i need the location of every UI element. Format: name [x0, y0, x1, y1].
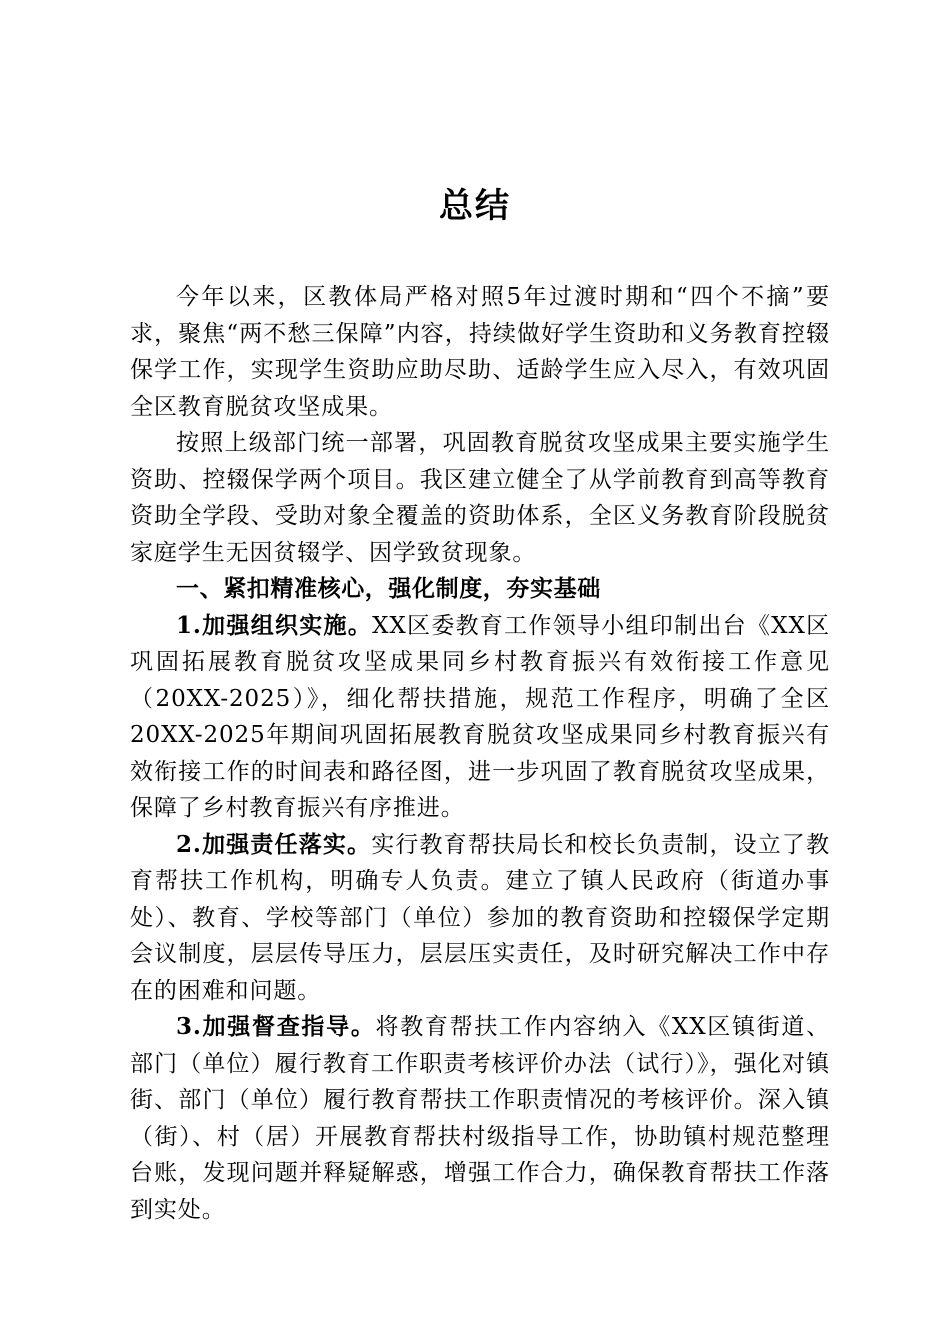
paragraph-lead: 3.加强督查指导。: [176, 1013, 376, 1040]
document-title: 总结: [439, 186, 511, 226]
section-heading-1: 一、紧扣精准核心，强化制度，夯实基础: [176, 576, 601, 602]
paragraph-deployment: 按照上级部门统一部署，巩固教育脱贫攻坚成果主要实施学生资助、控辍保学两个项目。我区建立健全了从学前教育到高等教育资助全学段、受助对象全覆盖的资助体系，全区义务教育阶段脱贫家庭学生无因贫辍学、因学致贫现象。: [130, 430, 830, 566]
paragraph-lead: 2.加强责任落实。: [176, 830, 372, 858]
paragraph-organization: [130, 608, 830, 827]
paragraph-lead: 1.加强组织实施。: [176, 611, 373, 639]
document-body: [130, 279, 830, 1228]
paragraph-text: 实行教育帮扶局长和校长负责制，设立了教育帮扶工作机构，明确专人负责。建立了镇人民政府（街道办事处）、教育、学校等部门（单位）参加的教育资助和控辍保学定期会议制度，层层传导压力，层层压实责任，及时研究解决工作中存在的困难和问题。: [130, 831, 830, 1004]
paragraph-supervision: [130, 1009, 830, 1228]
paragraph-text: 将教育帮扶工作内容纳入《XX区镇街道、部门（单位）履行教育工作职责考核评价办法（试行）》，强化对镇街、部门（单位）履行教育帮扶工作职责情况的考核评价。深入镇（街）、村（居）开展教育帮扶村级指导工作，协助镇村规范整理台账，发现问题并释疑解惑，增强工作合力，确保教育帮扶工作落到实处。: [130, 1014, 830, 1223]
paragraph-intro: 今年以来，区教体局严格对照5年过渡时期和“四个不摘”要求，聚焦“两不愁三保障”内容，持续做好学生资助和义务教育控辍保学工作，实现学生资助应助尽助、适龄学生应入尽入，有效巩固全区教育脱贫攻坚成果。: [130, 284, 830, 420]
paragraph-responsibility: [130, 827, 830, 1010]
paragraph-text: XX区委教育工作领导小组印制出台《XX区巩固拓展教育脱贫攻坚成果同乡村教育振兴有效衔接工作意见（20XX-2025）》，细化帮扶措施，规范工作程序，明确了全区20XX-2025年期间巩固拓展教育脱贫攻坚成果同乡村教育振兴有效衔接工作的时间表和路径图，进一步巩固了教育脱贫攻坚成果，保障了乡村教育振兴有序推进。: [130, 612, 830, 821]
